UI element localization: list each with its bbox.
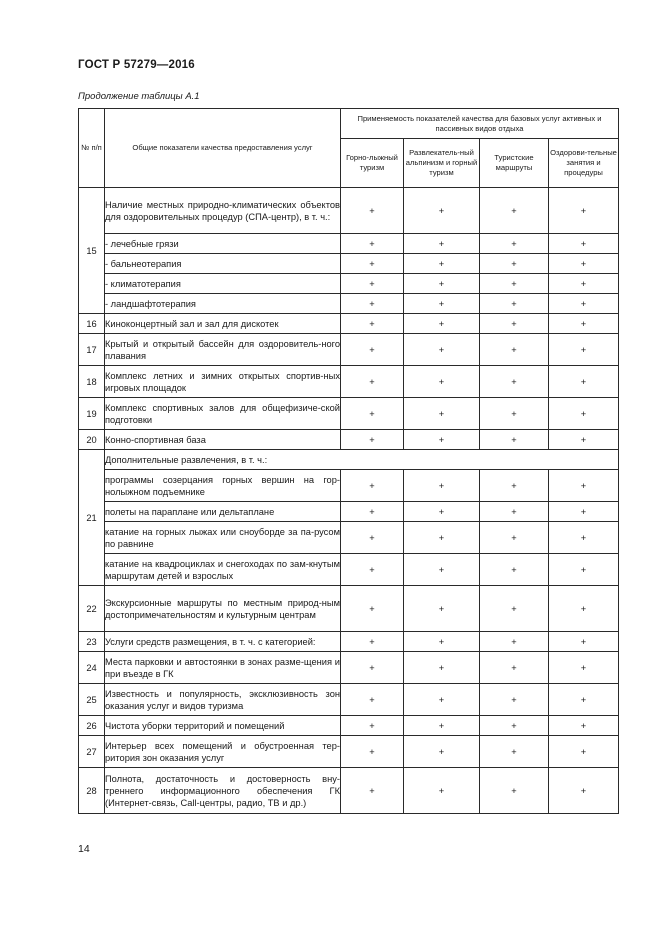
applicability-mark: + [549, 274, 619, 294]
applicability-mark: + [549, 736, 619, 768]
applicability-mark: + [341, 652, 404, 684]
applicability-mark: + [341, 398, 404, 430]
applicability-mark: + [341, 470, 404, 502]
applicability-mark: + [404, 294, 480, 314]
applicability-mark: + [341, 430, 404, 450]
applicability-mark: + [404, 398, 480, 430]
applicability-mark: + [404, 554, 480, 586]
table-row [79, 254, 619, 274]
row-number: 28 [79, 768, 105, 814]
applicability-mark: + [549, 188, 619, 234]
table-row [79, 684, 619, 716]
applicability-mark: + [341, 522, 404, 554]
row-number: 15 [79, 188, 105, 314]
row-number: 16 [79, 314, 105, 334]
indicator-text: - климатотерапия [105, 274, 341, 294]
indicator-text: катание на горных лыжах или сноуборде за па-русом по равнине [105, 522, 341, 554]
indicator-text: программы созерцания горных вершин на гор-нолыжном подъемнике [105, 470, 341, 502]
indicator-text: Известность и популярность, эксклюзивность зон оказания услуг и видов туризма [105, 684, 341, 716]
indicator-text: - лечебные грязи [105, 234, 341, 254]
row-number: 24 [79, 652, 105, 684]
row-number: 25 [79, 684, 105, 716]
applicability-mark: + [341, 586, 404, 632]
applicability-mark: + [341, 334, 404, 366]
header-tourist-routes: Туристские маршруты [480, 139, 549, 188]
applicability-mark: + [480, 234, 549, 254]
header-indicator: Общие показатели качества предоставления услуг [105, 109, 341, 188]
indicator-text: - ландшафтотерапия [105, 294, 341, 314]
applicability-mark: + [341, 274, 404, 294]
applicability-mark: + [404, 502, 480, 522]
applicability-mark: + [549, 314, 619, 334]
applicability-mark: + [480, 522, 549, 554]
applicability-mark: + [404, 684, 480, 716]
applicability-mark: + [404, 586, 480, 632]
applicability-mark: + [480, 768, 549, 814]
indicator-text: Полнота, достаточность и достоверность вну-треннего информационного обеспечения ГК (Интернет-связь, Call-центры, радио, ТВ и др.) [105, 768, 341, 814]
applicability-mark: + [480, 470, 549, 502]
applicability-mark: + [341, 502, 404, 522]
applicability-mark: + [404, 470, 480, 502]
indicator-text: Места парковки и автостоянки в зонах разме-щения и при въезде в ГК [105, 652, 341, 684]
applicability-mark: + [549, 652, 619, 684]
applicability-mark: + [480, 586, 549, 632]
applicability-mark: + [404, 716, 480, 736]
table-continuation-label: Продолжение таблицы А.1 [78, 91, 200, 102]
table-row [79, 398, 619, 430]
table-row [79, 736, 619, 768]
applicability-mark: + [341, 716, 404, 736]
table-row [79, 450, 619, 470]
table-row [79, 470, 619, 502]
indicator-text: - бальнеотерапия [105, 254, 341, 274]
indicator-text: Киноконцертный зал и зал для дискотек [105, 314, 341, 334]
indicator-text: Комплекс спортивных залов для общефизиче-ской подготовки [105, 398, 341, 430]
applicability-mark: + [549, 632, 619, 652]
applicability-mark: + [549, 366, 619, 398]
table-row [79, 188, 619, 234]
applicability-mark: + [480, 366, 549, 398]
row-number: 22 [79, 586, 105, 632]
applicability-mark: + [480, 554, 549, 586]
indicator-text: Экскурсионные маршруты по местным природ-ным достопримечательностям и культурным центрам [105, 586, 341, 632]
applicability-mark: + [404, 736, 480, 768]
applicability-mark: + [480, 736, 549, 768]
applicability-mark: + [549, 768, 619, 814]
applicability-mark: + [341, 736, 404, 768]
page-number: 14 [78, 843, 90, 855]
applicability-mark: + [404, 632, 480, 652]
indicator-text: Комплекс летних и зимних открытых спортив-ных игровых площадок [105, 366, 341, 398]
applicability-mark: + [480, 274, 549, 294]
applicability-mark: + [404, 522, 480, 554]
indicator-text: Чистота уборки территорий и помещений [105, 716, 341, 736]
table-body [79, 188, 619, 814]
indicator-text: катание на квадроциклах и снегоходах по зам-кнутым маршрутам детей и взрослых [105, 554, 341, 586]
table-row [79, 294, 619, 314]
row-number: 26 [79, 716, 105, 736]
applicability-mark: + [549, 294, 619, 314]
indicator-text: Дополнительные развлечения, в т. ч.: [105, 450, 619, 470]
table-row [79, 234, 619, 254]
document-title: ГОСТ Р 57279—2016 [78, 59, 195, 71]
applicability-mark: + [341, 632, 404, 652]
indicator-text: Услуги средств размещения, в т. ч. с категорией: [105, 632, 341, 652]
table-row [79, 430, 619, 450]
applicability-mark: + [480, 430, 549, 450]
applicability-mark: + [404, 274, 480, 294]
applicability-mark: + [341, 768, 404, 814]
table-row [79, 334, 619, 366]
applicability-mark: + [480, 502, 549, 522]
applicability-mark: + [404, 334, 480, 366]
table-row [79, 274, 619, 294]
applicability-mark: + [404, 314, 480, 334]
row-number: 20 [79, 430, 105, 450]
indicator-text: Конно-спортивная база [105, 430, 341, 450]
applicability-mark: + [404, 652, 480, 684]
table-row [79, 314, 619, 334]
applicability-mark: + [549, 502, 619, 522]
applicability-mark: + [480, 716, 549, 736]
table-row [79, 554, 619, 586]
row-number: 17 [79, 334, 105, 366]
applicability-mark: + [341, 234, 404, 254]
applicability-mark: + [480, 398, 549, 430]
header-applicability-group: Применяемость показателей качества для базовых услуг активных и пассивных видов отдыха [341, 109, 619, 139]
applicability-mark: + [549, 254, 619, 274]
header-num: № п/п [79, 109, 105, 188]
table-row [79, 522, 619, 554]
applicability-mark: + [549, 430, 619, 450]
indicator-text: Крытый и открытый бассейн для оздоровитель-ного плавания [105, 334, 341, 366]
applicability-mark: + [480, 632, 549, 652]
applicability-mark: + [549, 684, 619, 716]
applicability-mark: + [549, 398, 619, 430]
table-row [79, 366, 619, 398]
applicability-mark: + [480, 188, 549, 234]
applicability-mark: + [480, 334, 549, 366]
row-number: 19 [79, 398, 105, 430]
applicability-mark: + [341, 366, 404, 398]
applicability-mark: + [341, 254, 404, 274]
applicability-mark: + [549, 554, 619, 586]
applicability-mark: + [404, 254, 480, 274]
applicability-mark: + [549, 334, 619, 366]
applicability-mark: + [549, 716, 619, 736]
header-wellness: Оздорови-тельные занятия и процедуры [549, 139, 619, 188]
applicability-mark: + [480, 294, 549, 314]
applicability-mark: + [480, 254, 549, 274]
row-number: 18 [79, 366, 105, 398]
table-row [79, 768, 619, 814]
table-row [79, 716, 619, 736]
applicability-mark: + [549, 522, 619, 554]
header-ski-tourism: Горно-лыжный туризм [341, 139, 404, 188]
applicability-mark: + [404, 768, 480, 814]
indicator-text: Интерьер всех помещений и обустроенная тер-ритория зон оказания услуг [105, 736, 341, 768]
applicability-mark: + [480, 314, 549, 334]
row-number: 23 [79, 632, 105, 652]
row-number: 27 [79, 736, 105, 768]
table-row [79, 586, 619, 632]
applicability-mark: + [341, 314, 404, 334]
table-row [79, 652, 619, 684]
quality-indicators-table [78, 108, 619, 814]
applicability-mark: + [341, 188, 404, 234]
applicability-mark: + [341, 684, 404, 716]
applicability-mark: + [404, 430, 480, 450]
applicability-mark: + [404, 188, 480, 234]
row-number: 21 [79, 450, 105, 586]
applicability-mark: + [341, 294, 404, 314]
applicability-mark: + [549, 234, 619, 254]
header-alpinism: Развлекатель-ный альпинизм и горный туризм [404, 139, 480, 188]
indicator-text: полеты на параплане или дельтаплане [105, 502, 341, 522]
applicability-mark: + [404, 366, 480, 398]
applicability-mark: + [549, 586, 619, 632]
applicability-mark: + [341, 554, 404, 586]
indicator-text: Наличие местных природно-климатических объектов для оздоровительных процедур (СПА-центр), в т. ч.: [105, 188, 341, 234]
applicability-mark: + [480, 652, 549, 684]
applicability-mark: + [549, 470, 619, 502]
applicability-mark: + [404, 234, 480, 254]
table-row [79, 632, 619, 652]
table-row [79, 502, 619, 522]
applicability-mark: + [480, 684, 549, 716]
